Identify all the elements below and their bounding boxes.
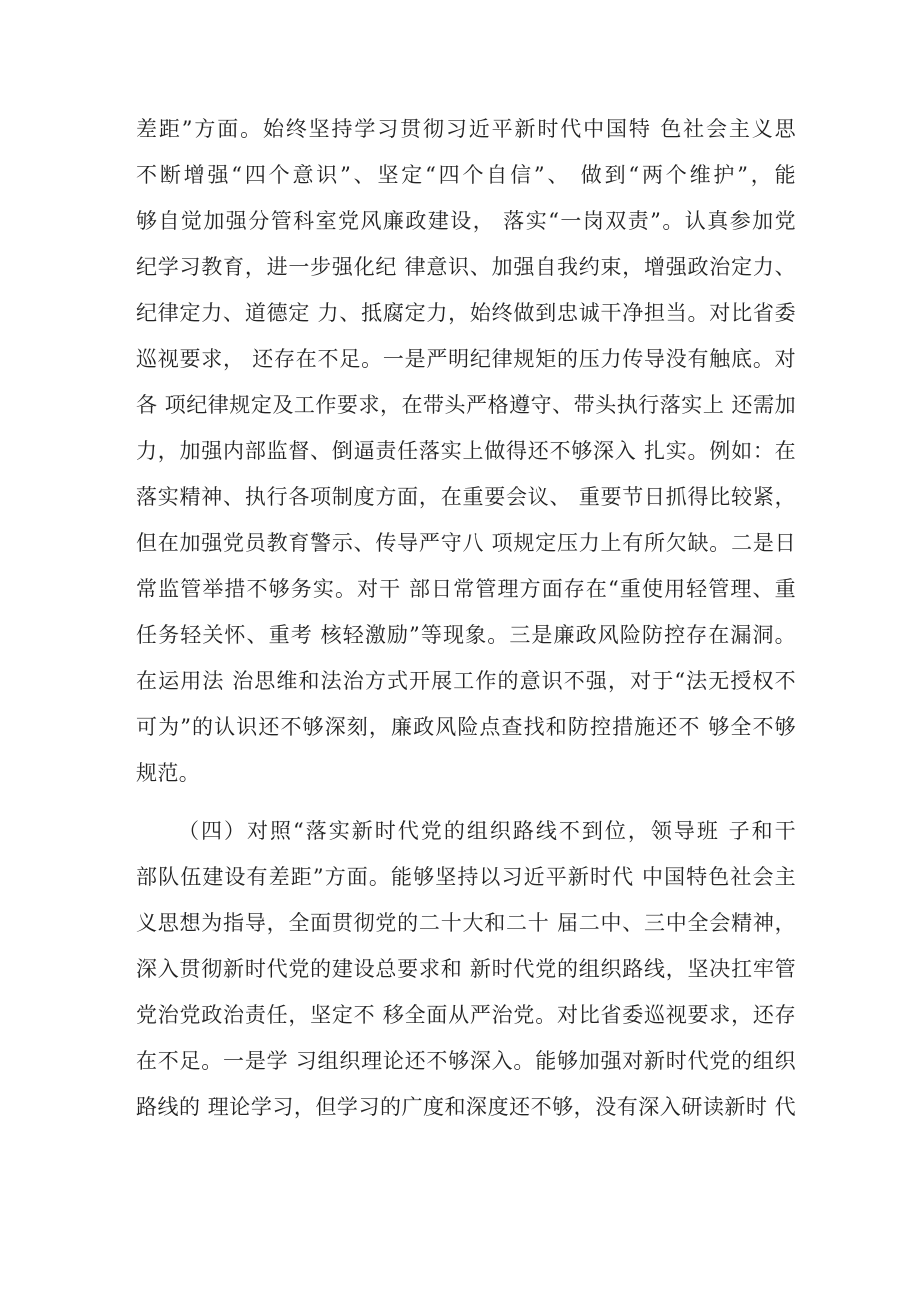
paragraph-1-line: 常监管举措不够务实。对干 部日常管理方面存在“重使用轻管理、重	[136, 577, 796, 601]
paragraph-1-line: 巡视要求， 还存在不足。一是严明纪律规矩的压力传导没有触底。对	[136, 347, 796, 371]
paragraph-1-line: 够自觉加强分管科室党风廉政建设， 落实“一岗双责”。认真参加党	[136, 209, 796, 233]
paragraph-1-line: 力，加强内部监督、倒逼责任落实上做得还不够深入 扎实。例如：在	[136, 439, 796, 463]
paragraph-1-line: 落实精神、执行各项制度方面，在重要会议、 重要节日抓得比较紧，	[136, 485, 796, 509]
paragraph-1-line: 纪律定力、道德定 力、抵腐定力，始终做到忠诚干净担当。对比省委	[136, 301, 796, 325]
paragraph-2-line: 路线的 理论学习，但学习的广度和深度还不够，没有深入研读新时 代	[136, 1095, 796, 1119]
paragraph-1-line: 纪学习教育，进一步强化纪 律意识、加强自我约束，增强政治定力、	[136, 255, 796, 279]
paragraph-1-line: 各 项纪律规定及工作要求，在带头严格遵守、带头执行落实上 还需加	[136, 393, 796, 417]
paragraph-1-line: 但在加强党员教育警示、传导严守八 项规定压力上有所欠缺。二是日	[136, 531, 796, 555]
paragraph-2-line: 深入贯彻新时代党的建设总要求和 新时代党的组织路线，坚决扛牢管	[136, 957, 796, 981]
paragraph-2-line: （四）对照“落实新时代党的组织路线不到位，领导班 子和干	[178, 819, 796, 843]
paragraph-2-line: 义思想为指导，全面贯彻党的二十大和二十 届二中、三中全会精神，	[136, 911, 796, 935]
paragraph-2-line: 在不足。一是学 习组织理论还不够深入。能够加强对新时代党的组织	[136, 1049, 796, 1073]
paragraph-1-line: 不断增强“四个意识”、坚定“四个自信”、 做到“两个维护”，能	[136, 163, 796, 187]
paragraph-1-line: 在运用法 治思维和法治方式开展工作的意识不强，对于“法无授权不	[136, 669, 796, 693]
paragraph-2	[136, 808, 796, 1130]
paragraph-2-line: 部队伍建设有差距”方面。能够坚持以习近平新时代 中国特色社会主	[136, 865, 796, 889]
paragraph-2-line: 党治党政治责任，坚定不 移全面从严治党。对比省委巡视要求，还存	[136, 1003, 796, 1027]
paragraph-1	[136, 106, 796, 796]
paragraph-1-line: 差距”方面。始终坚持学习贯彻习近平新时代中国特 色社会主义思	[136, 117, 796, 141]
paragraph-1-line: 规范。	[136, 761, 201, 785]
paragraph-1-line: 可为”的认识还不够深刻，廉政风险点查找和防控措施还不 够全不够	[136, 715, 796, 739]
paragraph-1-line: 任务轻关怀、重考 核轻激励”等现象。三是廉政风险防控存在漏洞。	[136, 623, 796, 647]
